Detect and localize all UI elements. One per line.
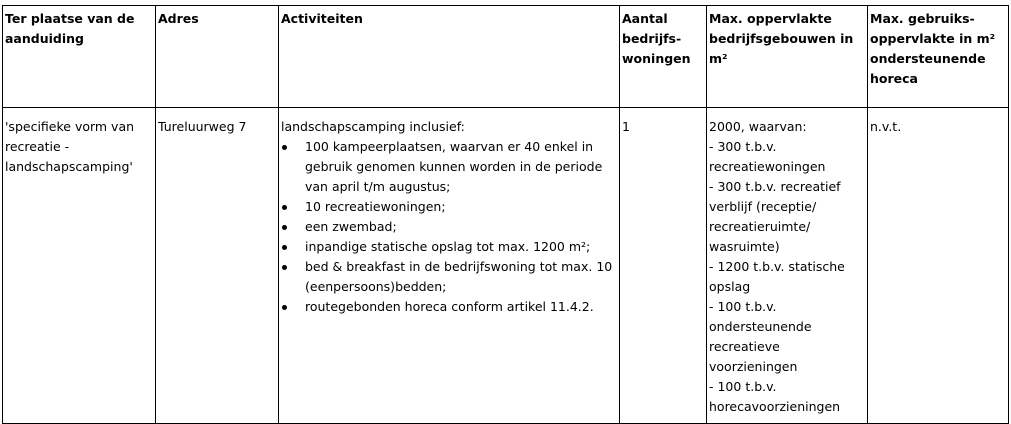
area-line: - 100 t.b.v. ondersteunende recreatieve voorzieningen: [709, 299, 812, 374]
area-line: - 300 t.b.v. recreatiewoningen: [709, 139, 826, 174]
header-location: Ter plaatse van de aanduiding: [3, 6, 156, 108]
header-dwellings: Aantal bedrijfs- woningen: [620, 6, 707, 108]
bullet-icon: [282, 305, 287, 310]
list-item: 100 kampeerplaatsen, waarvan er 40 enkel in gebruik genomen kunnen worden in de periode van april t/m augustus;: [281, 137, 617, 197]
rules-table: [2, 5, 1009, 424]
header-max-area-buildings: Max. oppervlakte bedrijfsgebouwen in m²: [707, 6, 868, 108]
bullet-icon: [282, 225, 287, 230]
list-item: bed & breakfast in de bedrijfswoning tot max. 10 (eenpersoons)bedden;: [281, 257, 617, 297]
area-line: - 300 t.b.v. recreatief verblijf (receptie/ recreatieruimte/ wasruimte): [709, 179, 841, 254]
bullet-icon: [282, 265, 287, 270]
cell-address: Tureluurweg 7: [156, 108, 279, 424]
cell-activities: [279, 108, 620, 424]
cell-max-area-buildings: [707, 108, 868, 424]
list-item: routegebonden horeca conform artikel 11.4.2.: [281, 297, 617, 317]
header-activities: Activiteiten: [279, 6, 620, 108]
cell-max-area-horeca: n.v.t.: [868, 108, 1009, 424]
list-item: 10 recreatiewoningen;: [281, 197, 617, 217]
cell-location: 'specifieke vorm van recreatie - landschapscamping': [3, 108, 156, 424]
bullet-icon: [282, 245, 287, 250]
cell-dwellings: 1: [620, 108, 707, 424]
list-item: een zwembad;: [281, 217, 617, 237]
activities-list: [281, 137, 617, 317]
table-row: [3, 108, 1009, 424]
header-address: Adres: [156, 6, 279, 108]
bullet-icon: [282, 145, 287, 150]
area-line: - 1200 t.b.v. statische opslag: [709, 259, 845, 294]
header-row: [3, 6, 1009, 108]
area-line: 2000, waarvan:: [709, 119, 807, 134]
list-item: inpandige statische opslag tot max. 1200 m²;: [281, 237, 617, 257]
area-line: - 100 t.b.v. horecavoorzieningen: [709, 379, 841, 414]
activities-intro: landschapscamping inclusief:: [281, 119, 465, 134]
bullet-icon: [282, 205, 287, 210]
header-max-area-horeca: Max. gebruiks- oppervlakte in m² ondersteunende horeca: [868, 6, 1009, 108]
